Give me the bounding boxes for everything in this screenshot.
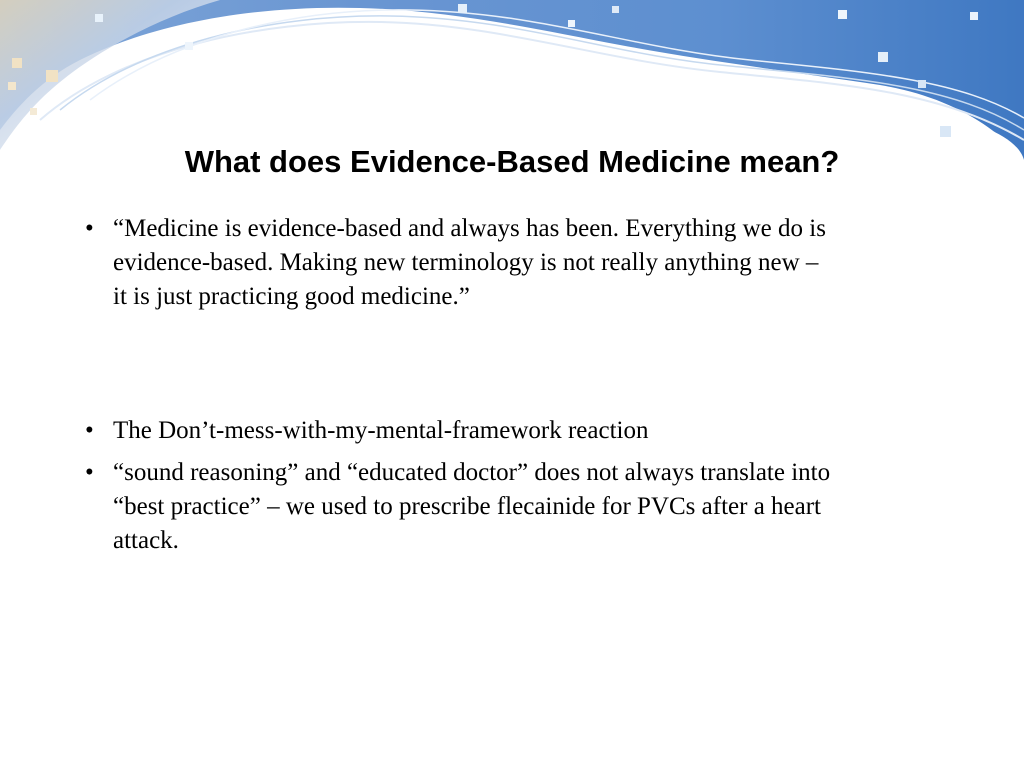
bullet-item: [80, 456, 940, 558]
bullet-line: it is just practicing good medicine.”: [113, 283, 470, 310]
bullet-line: “sound reasoning” and “educated doctor” does not always translate into: [113, 459, 831, 486]
bullet-line: “best practice” – we used to prescribe flecainide for PVCs after a heart: [113, 493, 822, 520]
slide-title: What does Evidence-Based Medicine mean?: [184, 144, 840, 179]
bullet-marker: •: [85, 459, 94, 486]
bullet-item: [80, 212, 940, 314]
bullet-line: The Don’t-mess-with-my-mental-framework reaction: [113, 417, 649, 444]
bullet-marker: •: [85, 417, 94, 444]
bullet-line: “Medicine is evidence-based and always has been. Everything we do is: [113, 215, 826, 242]
bullet-list: [80, 212, 940, 558]
bullet-marker: •: [85, 215, 94, 242]
bullet-line: evidence-based. Making new terminology is not really anything new –: [113, 249, 819, 276]
bullet-item: [80, 414, 940, 448]
bullet-line: attack.: [113, 527, 179, 554]
